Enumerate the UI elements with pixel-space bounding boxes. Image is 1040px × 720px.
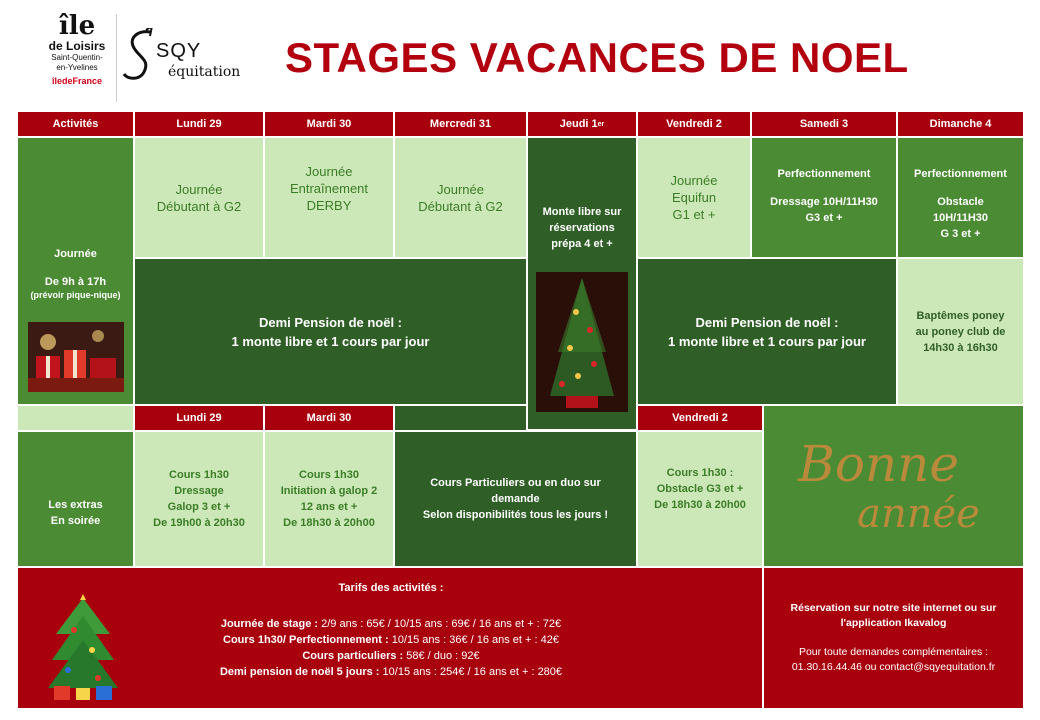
- tarifs-panel: [17, 567, 763, 709]
- tarifs-row-label: Demi pension de noël 5 jours :: [219, 666, 380, 678]
- stage-jeudi-line: prépa 4 et +: [551, 238, 613, 250]
- stage-samedi: [751, 137, 897, 258]
- header-jeudi-sup: er: [597, 120, 605, 128]
- tarifs-row: [18, 664, 764, 680]
- stage-lundi-line: Débutant à G2: [156, 198, 242, 214]
- stage-mercredi: [394, 137, 527, 258]
- stage-lundi: [134, 137, 264, 258]
- demi-pension-line2: 1 monte libre et 1 cours par jour: [231, 333, 430, 349]
- logo-divider: [116, 14, 117, 102]
- extras-mardi: [264, 431, 394, 567]
- journee-title: Journée: [54, 248, 97, 260]
- stage-mardi-line: DERBY: [306, 198, 352, 213]
- header-samedi: Samedi 3: [751, 111, 897, 137]
- extras-vendredi: [637, 431, 763, 567]
- extras-lundi: [134, 431, 264, 567]
- extras-lundi-line: Galop 3 et +: [167, 501, 231, 513]
- extras-header-mardi: Mardi 30: [264, 405, 394, 431]
- stage-mercredi-line: Journée: [437, 181, 484, 197]
- header-mardi: Mardi 30: [264, 111, 394, 137]
- tarifs-row-label: Cours particuliers :: [302, 650, 404, 662]
- christmas-tree-photo: [536, 272, 628, 412]
- stage-dimanche-line: G 3 et +: [940, 228, 981, 240]
- extras-label-line: Les extras: [48, 499, 103, 511]
- ile-logo-line1: de Loisirs: [48, 39, 106, 53]
- reservation-line3: Pour toute demandes complémentaires :: [798, 646, 989, 658]
- demi-pension-line1: Demi Pension de noël :: [695, 314, 839, 330]
- stage-dimanche: [897, 137, 1024, 258]
- stage-dimanche-line: 10H/11H30: [932, 212, 989, 224]
- greeting-bonne: Bonne: [798, 435, 959, 493]
- stage-vendredi-line: G1 et +: [672, 207, 716, 222]
- extras-header-vendredi: Vendredi 2: [637, 405, 763, 431]
- reservation-line1: Réservation sur notre site internet ou sur: [790, 602, 997, 614]
- header-dimanche: Dimanche 4: [897, 111, 1024, 137]
- extras-particuliers: [394, 431, 637, 567]
- tarifs-row-value: 58€ / duo : 92€: [406, 650, 480, 662]
- page-title: STAGES VACANCES DE NOEL: [285, 34, 909, 81]
- extras-particuliers-line: demande: [491, 493, 540, 505]
- stage-dimanche-line: Perfectionnement: [914, 168, 1007, 180]
- ile-logo-line2: Saint-Quentin-: [51, 53, 103, 62]
- stage-mardi: [264, 137, 394, 258]
- christmas-gifts-image: [28, 322, 124, 392]
- tarifs-row-label: Cours 1h30/ Perfectionnement :: [223, 634, 389, 646]
- ile-de-loisirs-logo: [38, 12, 116, 104]
- reservation-contact[interactable]: 01.30.16.44.46 ou contact@sqyequitation.fr: [791, 661, 996, 673]
- baptemes-cell: [897, 258, 1024, 405]
- stage-dimanche-line: Obstacle: [937, 196, 984, 208]
- stage-jeudi: [527, 137, 637, 430]
- demi-pension-line2: 1 monte libre et 1 cours par jour: [668, 333, 866, 349]
- extras-label-cell: [17, 431, 134, 567]
- tarifs-row: [18, 616, 764, 632]
- stage-vendredi-line: Equifun: [671, 190, 717, 205]
- extras-header-spacer: [17, 405, 134, 431]
- extras-label-line: En soirée: [50, 515, 101, 527]
- journee-cell: [17, 137, 134, 405]
- extras-header-lundi: Lundi 29: [134, 405, 264, 431]
- greeting-cell: [763, 405, 1024, 567]
- baptemes-line: 14h30 à 16h30: [923, 341, 998, 354]
- extras-vendredi-line: De 18h30 à 20h00: [654, 499, 746, 511]
- tarifs-row-label: Journée de stage :: [220, 618, 319, 630]
- reservation-panel: [763, 567, 1024, 709]
- tarifs-row-value: 10/15 ans : 254€ / 16 ans et + : 280€: [382, 666, 563, 678]
- ile-logo-mark: île: [58, 11, 96, 41]
- stage-jeudi-line: réservations: [549, 222, 615, 234]
- extras-mardi-line: Initiation à galop 2: [280, 485, 378, 497]
- extras-lundi-line: De 19h00 à 20h30: [153, 517, 245, 529]
- extras-lundi-line: Dressage: [174, 485, 224, 497]
- stage-samedi-line: G3 et +: [805, 212, 843, 224]
- extras-particuliers-line: Cours Particuliers ou en duo sur: [430, 477, 601, 489]
- header-jeudi: [527, 111, 637, 137]
- reservation-line2: l'application Ikavalog: [840, 617, 947, 629]
- tarifs-row-value: 2/9 ans : 65€ / 10/15 ans : 69€ / 16 ans et + : 72€: [321, 618, 562, 630]
- extras-mardi-line: 12 ans et +: [300, 501, 358, 513]
- sqy-logo-sub: équitation: [168, 64, 241, 80]
- sqy-logo-mark: SQY: [156, 40, 202, 62]
- sqy-equitation-logo: [120, 26, 241, 90]
- ile-logo-line3: en-Yvelines: [56, 63, 98, 72]
- stage-mercredi-line: Débutant à G2: [418, 198, 503, 214]
- demi-pension-right: [637, 258, 897, 405]
- tarifs-title: Tarifs des activités :: [338, 582, 444, 594]
- tarifs-rows: [18, 616, 764, 680]
- tarifs-row-value: 10/15 ans : 36€ / 16 ans et + : 42€: [391, 634, 559, 646]
- header-jeudi-label: Jeudi 1: [559, 118, 598, 130]
- stage-samedi-line: Dressage 10H/11H30: [770, 196, 878, 208]
- extras-vendredi-line: Cours 1h30 :: [666, 467, 734, 479]
- header-activites: Activités: [17, 111, 134, 137]
- header-vendredi: Vendredi 2: [637, 111, 751, 137]
- stage-samedi-line: Perfectionnement: [777, 168, 871, 180]
- stage-vendredi-line: Journée: [670, 173, 718, 188]
- extras-mardi-line: Cours 1h30: [299, 469, 359, 481]
- journee-note: (prévoir pique-nique): [30, 290, 121, 300]
- baptemes-line: au poney club de: [915, 325, 1006, 338]
- stage-jeudi-line: Monte libre sur: [542, 206, 622, 218]
- extras-lundi-line: Cours 1h30: [169, 469, 229, 481]
- journee-hours: De 9h à 17h: [44, 276, 107, 288]
- tarifs-row: [18, 648, 764, 664]
- extras-vendredi-line: Obstacle G3 et +: [656, 483, 744, 495]
- extras-header-mercredi: [394, 405, 527, 431]
- header-mercredi: Mercredi 31: [394, 111, 527, 137]
- tarifs-row: [18, 632, 764, 648]
- stage-mardi-line: Entraînement: [289, 181, 369, 196]
- baptemes-line: Baptêmes poney: [916, 309, 1005, 322]
- demi-pension-line1: Demi Pension de noël :: [258, 314, 403, 330]
- stage-vendredi: [637, 137, 751, 258]
- stage-lundi-line: Journée: [175, 181, 223, 197]
- demi-pension-left: [134, 258, 527, 405]
- greeting-annee: année: [857, 491, 980, 537]
- extras-mardi-line: De 18h30 à 20h00: [283, 517, 375, 529]
- header-lundi: Lundi 29: [134, 111, 264, 137]
- extras-particuliers-line: Selon disponibilités tous les jours !: [422, 509, 609, 521]
- ile-de-france-logo: îledeFrance: [51, 76, 103, 86]
- horse-s-icon: [120, 28, 160, 86]
- stage-mardi-line: Journée: [305, 164, 353, 179]
